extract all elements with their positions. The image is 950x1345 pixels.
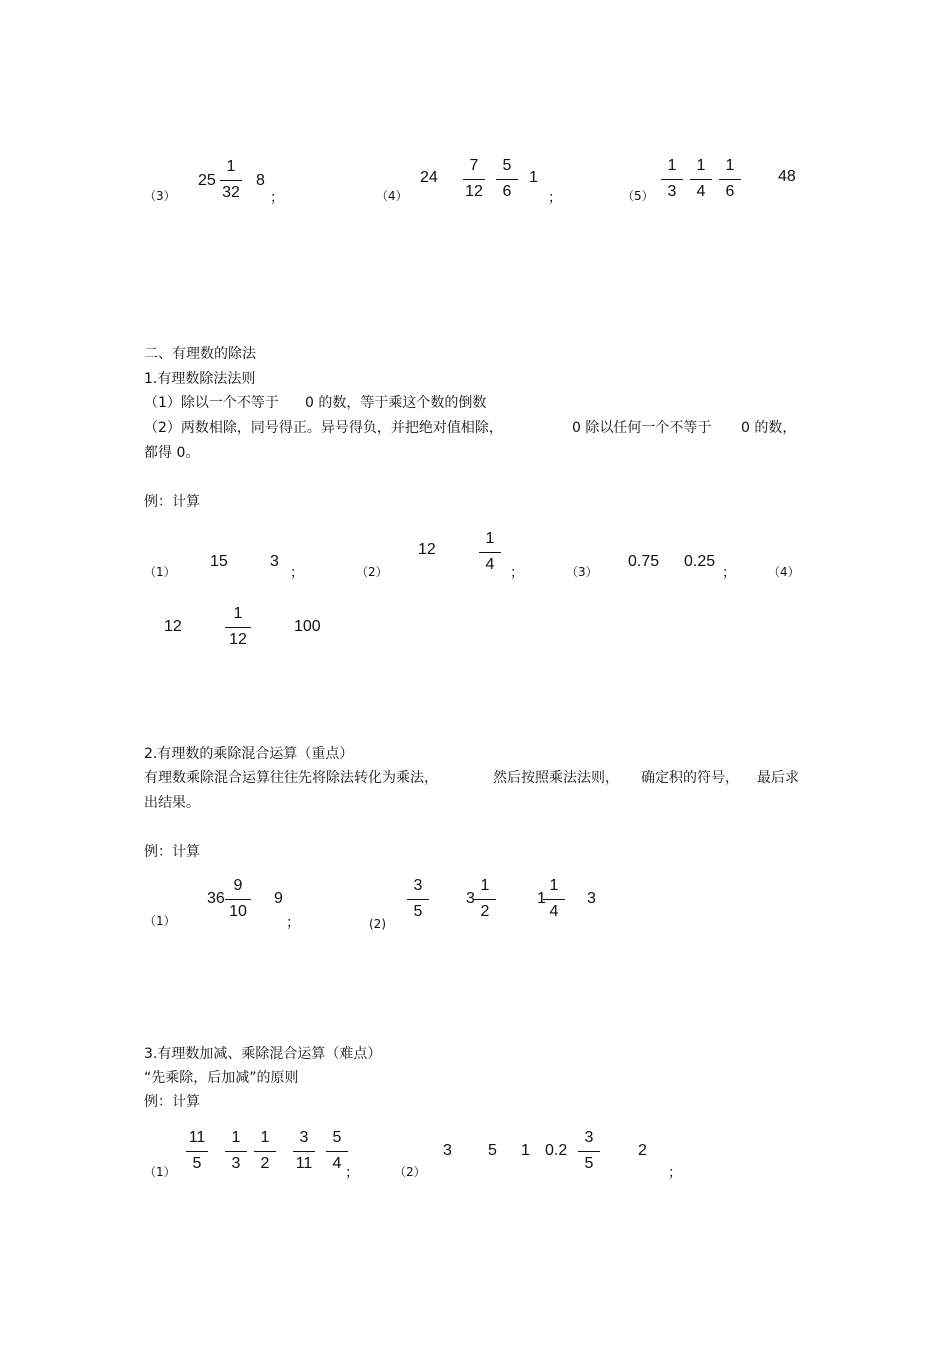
fraction-numerator: 11 [188, 1129, 206, 1146]
fraction [216, 158, 246, 204]
number: 0.75 [628, 553, 660, 570]
fraction-denominator: 32 [222, 184, 240, 201]
fraction [686, 157, 716, 203]
fraction-numerator: 9 [233, 877, 243, 894]
exercise-label-3: （3） [566, 565, 598, 579]
fraction-bar [496, 179, 518, 180]
rule-1-part-b: 0 的数，等于乘这个数的倒数 [305, 395, 487, 411]
fraction-numerator: 7 [469, 157, 479, 174]
fraction-bar [225, 899, 251, 900]
mixed-number-whole: 1 [537, 890, 546, 907]
fraction [223, 877, 253, 923]
rule-title: 1.有理数除法法则 [144, 371, 256, 387]
semicolon: ； [510, 565, 524, 581]
fraction-numerator: 1 [233, 605, 243, 622]
description-part-d: 最后求 [757, 770, 799, 786]
fraction [574, 1129, 604, 1175]
fraction-bar [225, 627, 251, 628]
fraction [475, 530, 505, 576]
description-part-e: 出结果。 [144, 795, 200, 811]
fraction-denominator: 6 [502, 183, 512, 200]
number: 3 [443, 1142, 452, 1159]
fraction-denominator: 2 [260, 1155, 270, 1172]
exercise-label-2: (2) [369, 917, 386, 931]
rule-2-part-d: 都得 0。 [144, 445, 200, 461]
section-title: 3.有理数加减、乘除混合运算（难点） [144, 1046, 382, 1062]
fraction-denominator: 4 [549, 903, 559, 920]
fraction-numerator: 1 [667, 157, 677, 174]
section-heading: 二、有理数的除法 [144, 346, 256, 362]
semicolon: ； [270, 190, 284, 206]
fraction [223, 605, 253, 651]
semicolon: ； [290, 565, 304, 581]
fraction [289, 1129, 319, 1175]
fraction-bar [186, 1151, 208, 1152]
number: 1 [521, 1142, 530, 1159]
fraction-denominator: 2 [480, 903, 490, 920]
fraction-numerator: 1 [480, 877, 490, 894]
fraction-denominator: 5 [192, 1155, 202, 1172]
fraction [182, 1129, 212, 1175]
exercise-label-1: （1） [144, 1165, 176, 1179]
fraction-numerator: 5 [502, 157, 512, 174]
fraction-numerator: 1 [485, 530, 495, 547]
fraction [403, 877, 433, 923]
number: 8 [256, 172, 265, 189]
number: 3 [587, 890, 596, 907]
exercise-label-5: （5） [622, 189, 654, 203]
fraction-numerator: 1 [260, 1129, 270, 1146]
description-part-c: 确定积的符号， [641, 770, 739, 786]
fraction-denominator: 5 [584, 1155, 594, 1172]
number: 12 [418, 541, 436, 558]
exercise-label-4: （4） [768, 565, 800, 579]
fraction-bar [220, 180, 242, 181]
number: 48 [778, 168, 796, 185]
fraction-bar [225, 1151, 247, 1152]
fraction-denominator: 4 [485, 556, 495, 573]
number: 1 [529, 169, 538, 186]
number: 9 [274, 890, 283, 907]
semicolon: ； [345, 1165, 359, 1181]
fraction-bar [719, 179, 741, 180]
fraction-denominator: 11 [295, 1155, 313, 1172]
fraction-numerator: 3 [299, 1129, 309, 1146]
fraction-denominator: 5 [413, 903, 423, 920]
fraction-bar [479, 552, 501, 553]
fraction [459, 157, 489, 203]
number: 15 [210, 553, 228, 570]
fraction-numerator: 1 [231, 1129, 241, 1146]
fraction [221, 1129, 251, 1175]
exercise-label-2: （2） [394, 1165, 426, 1179]
fraction-bar [326, 1151, 348, 1152]
fraction-denominator: 3 [231, 1155, 241, 1172]
fraction-denominator: 10 [229, 903, 247, 920]
fraction-bar [543, 899, 565, 900]
fraction-numerator: 3 [584, 1129, 594, 1146]
exercise-label-1: （1） [144, 914, 176, 928]
fraction-bar [474, 899, 496, 900]
fraction [715, 157, 745, 203]
number: 100 [294, 618, 321, 635]
number: 2 [638, 1142, 647, 1159]
section-title: 2.有理数的乘除混合运算（重点） [144, 746, 354, 762]
mixed-number-whole: 3 [466, 890, 475, 907]
semicolon: ； [668, 1165, 682, 1181]
principle-text: “先乘除，后加减”的原则 [144, 1070, 299, 1086]
fraction-denominator: 12 [229, 631, 247, 648]
fraction-bar [690, 179, 712, 180]
number: 24 [420, 169, 438, 186]
fraction-denominator: 3 [667, 183, 677, 200]
semicolon: ； [548, 190, 562, 206]
fraction [539, 877, 569, 923]
exercise-label-4: （4） [376, 189, 408, 203]
fraction-numerator: 1 [226, 158, 236, 175]
fraction-denominator: 4 [332, 1155, 342, 1172]
fraction-denominator: 4 [696, 183, 706, 200]
fraction-numerator: 1 [696, 157, 706, 174]
description-part-a: 有理数乘除混合运算往往先将除法转化为乘法， [144, 770, 438, 786]
rule-2-part-a: （2）两数相除，同号得正。异号得负，并把绝对值相除， [144, 420, 503, 436]
rule-2-part-b: 0 除以任何一个不等于 [572, 420, 712, 436]
exercise-label-3: （3） [144, 189, 176, 203]
semicolon: ； [286, 915, 300, 931]
number: 25 [198, 172, 216, 189]
example-label: 例：计算 [144, 844, 200, 860]
fraction-bar [254, 1151, 276, 1152]
fraction-bar [293, 1151, 315, 1152]
description-part-b: 然后按照乘法法则， [493, 770, 619, 786]
example-label: 例：计算 [144, 1094, 200, 1110]
fraction-bar [578, 1151, 600, 1152]
semicolon: ； [722, 565, 736, 581]
rule-1-part-a: （1）除以一个不等于 [144, 395, 279, 411]
fraction-numerator: 1 [725, 157, 735, 174]
fraction [470, 877, 500, 923]
number: 36 [207, 890, 225, 907]
number: 12 [164, 618, 182, 635]
fraction [657, 157, 687, 203]
fraction-denominator: 6 [725, 183, 735, 200]
fraction-bar [407, 899, 429, 900]
fraction-denominator: 12 [465, 183, 483, 200]
fraction-numerator: 3 [413, 877, 423, 894]
rule-2-part-c: 0 的数， [741, 420, 797, 436]
number: 0.25 [684, 553, 716, 570]
fraction [492, 157, 522, 203]
exercise-label-1: （1） [144, 565, 176, 579]
fraction [250, 1129, 280, 1175]
fraction-bar [661, 179, 683, 180]
fraction-numerator: 1 [549, 877, 559, 894]
number: 0.2 [545, 1142, 568, 1159]
fraction-numerator: 5 [332, 1129, 342, 1146]
fraction-bar [463, 179, 485, 180]
example-label: 例：计算 [144, 494, 200, 510]
number: 3 [270, 553, 279, 570]
number: 5 [488, 1142, 497, 1159]
exercise-label-2: （2） [356, 565, 388, 579]
